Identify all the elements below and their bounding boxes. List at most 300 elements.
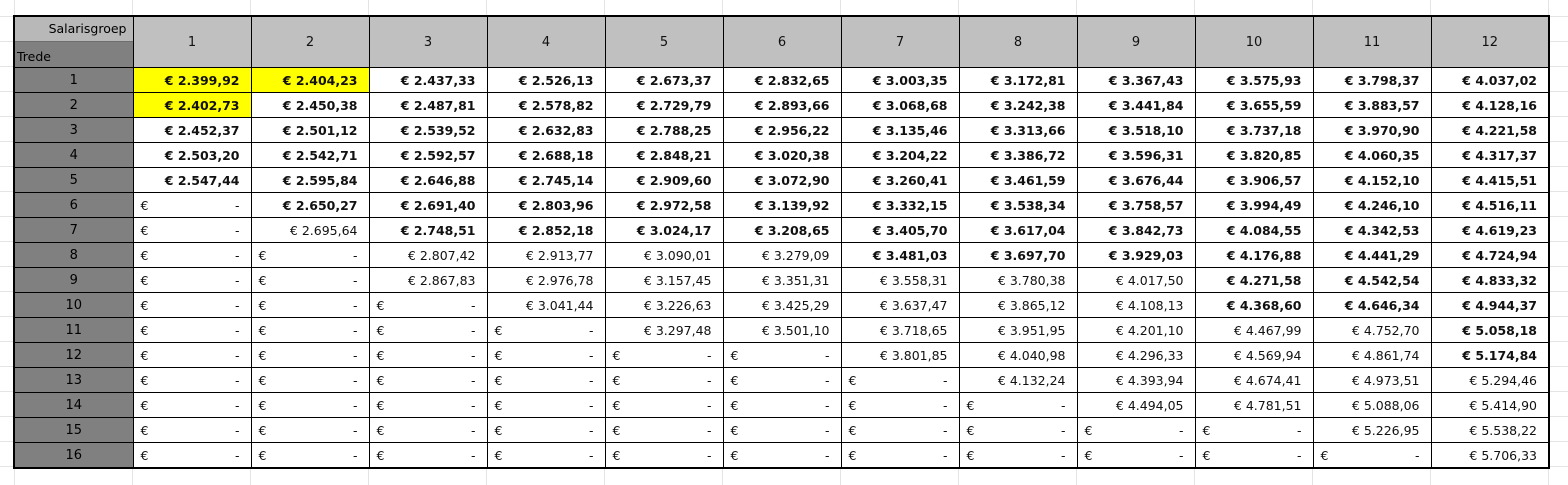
salary-cell[interactable] xyxy=(605,318,723,343)
salary-amount: € 4.317,37 xyxy=(1462,147,1537,163)
empty-salary-cell[interactable] xyxy=(251,243,369,268)
empty-salary-cell[interactable] xyxy=(133,368,251,393)
empty-salary-cell[interactable] xyxy=(487,318,605,343)
trede-cell[interactable]: 1 xyxy=(14,68,133,93)
salary-cell[interactable] xyxy=(369,243,487,268)
salary-cell[interactable] xyxy=(369,218,487,243)
salary-cell[interactable] xyxy=(1431,93,1549,118)
salary-amount: € 4.494,05 xyxy=(1115,397,1184,413)
empty-salary-cell[interactable] xyxy=(723,343,841,368)
empty-salary-cell[interactable] xyxy=(487,393,605,418)
empty-salary-cell[interactable] xyxy=(487,343,605,368)
salary-amount: € 2.526,13 xyxy=(518,72,594,88)
salary-cell[interactable] xyxy=(723,268,841,293)
salary-cell[interactable] xyxy=(1077,368,1195,393)
salary-cell[interactable] xyxy=(1077,243,1195,268)
salary-cell[interactable] xyxy=(1195,318,1313,343)
empty-value xyxy=(842,373,959,388)
salary-cell[interactable] xyxy=(841,118,959,143)
salary-cell[interactable] xyxy=(1313,393,1431,418)
salary-cell[interactable] xyxy=(1431,393,1549,418)
salary-cell[interactable] xyxy=(1431,68,1549,93)
salary-cell[interactable] xyxy=(605,218,723,243)
salary-cell[interactable] xyxy=(487,268,605,293)
empty-salary-cell[interactable] xyxy=(133,293,251,318)
salary-cell[interactable] xyxy=(723,293,841,318)
empty-salary-cell[interactable] xyxy=(133,343,251,368)
empty-value xyxy=(134,423,251,438)
trede-cell[interactable]: 16 xyxy=(14,443,133,469)
salary-cell[interactable] xyxy=(251,218,369,243)
salary-cell[interactable] xyxy=(605,143,723,168)
salary-cell[interactable] xyxy=(959,368,1077,393)
empty-salary-cell[interactable] xyxy=(369,293,487,318)
salary-cell[interactable] xyxy=(959,143,1077,168)
salary-cell[interactable] xyxy=(723,68,841,93)
salary-cell[interactable] xyxy=(1431,318,1549,343)
salary-cell[interactable] xyxy=(1077,293,1195,318)
salary-amount: € 4.861,74 xyxy=(1351,347,1420,363)
table-row xyxy=(14,418,1549,443)
empty-salary-cell[interactable] xyxy=(133,218,251,243)
salary-cell[interactable] xyxy=(1195,93,1313,118)
empty-salary-cell[interactable] xyxy=(723,393,841,418)
salary-cell[interactable] xyxy=(959,218,1077,243)
salary-cell[interactable] xyxy=(1431,268,1549,293)
group-header-cell[interactable]: 2 xyxy=(251,16,369,68)
salary-cell[interactable] xyxy=(1077,393,1195,418)
group-header-cell[interactable]: 12 xyxy=(1431,16,1549,68)
salary-amount: € 2.404,23 xyxy=(282,72,358,88)
salary-cell[interactable] xyxy=(1077,168,1195,193)
salary-cell[interactable] xyxy=(487,93,605,118)
salary-cell[interactable] xyxy=(841,218,959,243)
group-header-cell[interactable]: 8 xyxy=(959,16,1077,68)
salary-amount: € 2.650,27 xyxy=(282,197,358,213)
empty-salary-cell[interactable] xyxy=(841,418,959,443)
empty-salary-cell[interactable] xyxy=(369,393,487,418)
salary-cell[interactable] xyxy=(133,68,251,93)
empty-value xyxy=(252,373,369,388)
table-row xyxy=(14,243,1549,268)
salary-amount: € 3.172,81 xyxy=(990,72,1066,88)
salary-cell[interactable] xyxy=(841,93,959,118)
empty-dash: - xyxy=(1060,447,1066,463)
empty-salary-cell[interactable] xyxy=(369,418,487,443)
empty-salary-cell[interactable] xyxy=(959,443,1077,469)
empty-salary-cell[interactable] xyxy=(605,393,723,418)
salary-cell[interactable] xyxy=(959,68,1077,93)
empty-salary-cell[interactable] xyxy=(841,443,959,469)
table-row xyxy=(14,68,1549,93)
salary-cell[interactable] xyxy=(605,68,723,93)
salary-amount: € 2.646,88 xyxy=(400,172,476,188)
salary-cell[interactable] xyxy=(1195,293,1313,318)
salary-cell[interactable] xyxy=(605,118,723,143)
empty-salary-cell[interactable] xyxy=(251,268,369,293)
empty-salary-cell[interactable] xyxy=(251,293,369,318)
salary-amount: € 4.017,50 xyxy=(1115,272,1184,288)
empty-salary-cell[interactable] xyxy=(133,193,251,218)
salary-cell[interactable] xyxy=(251,143,369,168)
salary-cell[interactable] xyxy=(841,293,959,318)
salary-cell[interactable] xyxy=(1431,443,1549,469)
group-header-cell[interactable]: 5 xyxy=(605,16,723,68)
salary-cell[interactable] xyxy=(1195,118,1313,143)
empty-salary-cell[interactable] xyxy=(1195,443,1313,469)
salary-cell[interactable] xyxy=(369,93,487,118)
empty-salary-cell[interactable] xyxy=(133,318,251,343)
trede-cell[interactable]: 6 xyxy=(14,193,133,218)
salary-cell[interactable] xyxy=(841,68,959,93)
salary-cell[interactable] xyxy=(1195,168,1313,193)
empty-salary-cell[interactable] xyxy=(959,418,1077,443)
salary-amount: € 4.441,29 xyxy=(1344,247,1420,263)
salary-cell[interactable] xyxy=(1313,168,1431,193)
trede-cell[interactable]: 8 xyxy=(14,243,133,268)
empty-salary-cell[interactable] xyxy=(487,418,605,443)
salary-amount: € 4.833,32 xyxy=(1462,272,1537,288)
salary-cell[interactable] xyxy=(487,143,605,168)
salary-cell[interactable] xyxy=(251,118,369,143)
currency-symbol: € xyxy=(140,422,149,438)
salary-amount: € 2.487,81 xyxy=(400,97,476,113)
empty-salary-cell[interactable] xyxy=(369,368,487,393)
salary-amount: € 3.386,72 xyxy=(990,147,1066,163)
salary-cell[interactable] xyxy=(723,143,841,168)
salary-cell[interactable] xyxy=(605,168,723,193)
salary-cell[interactable] xyxy=(487,68,605,93)
salary-cell[interactable] xyxy=(487,118,605,143)
empty-value xyxy=(1078,448,1195,463)
salary-amount: € 3.883,57 xyxy=(1344,97,1420,113)
salary-cell[interactable] xyxy=(959,193,1077,218)
salary-cell[interactable] xyxy=(1431,168,1549,193)
empty-value xyxy=(252,348,369,363)
corner-header-cell[interactable] xyxy=(14,16,133,68)
salary-cell[interactable] xyxy=(1313,93,1431,118)
empty-dash: - xyxy=(824,397,830,413)
group-header-cell[interactable]: 6 xyxy=(723,16,841,68)
salary-amount: € 2.503,20 xyxy=(164,147,240,163)
salary-cell[interactable] xyxy=(251,93,369,118)
empty-salary-cell[interactable] xyxy=(487,368,605,393)
empty-dash: - xyxy=(706,447,712,463)
salary-cell[interactable] xyxy=(1431,243,1549,268)
salary-cell[interactable] xyxy=(723,93,841,118)
empty-salary-cell[interactable] xyxy=(605,368,723,393)
empty-value xyxy=(370,323,487,338)
empty-value xyxy=(842,423,959,438)
empty-value xyxy=(960,398,1077,413)
salary-cell[interactable] xyxy=(1313,368,1431,393)
currency-symbol: € xyxy=(140,272,149,288)
salary-amount: € 3.929,03 xyxy=(1108,247,1184,263)
empty-value xyxy=(724,373,841,388)
salary-cell[interactable] xyxy=(959,293,1077,318)
salary-cell[interactable] xyxy=(605,293,723,318)
empty-dash: - xyxy=(588,322,594,338)
salary-cell[interactable] xyxy=(605,268,723,293)
salary-amount: € 3.501,10 xyxy=(761,322,830,338)
salary-cell[interactable] xyxy=(1195,218,1313,243)
salary-cell[interactable] xyxy=(959,93,1077,118)
salary-cell[interactable] xyxy=(723,218,841,243)
salary-cell[interactable] xyxy=(369,193,487,218)
table-row xyxy=(14,393,1549,418)
salary-amount: € 5.706,33 xyxy=(1469,447,1537,463)
salary-cell[interactable] xyxy=(1077,118,1195,143)
salary-amount: € 3.461,59 xyxy=(990,172,1066,188)
empty-salary-cell[interactable] xyxy=(723,443,841,469)
trede-cell[interactable]: 7 xyxy=(14,218,133,243)
salary-cell[interactable] xyxy=(1195,193,1313,218)
salary-cell[interactable] xyxy=(959,243,1077,268)
salary-amount: € 3.135,46 xyxy=(872,122,948,138)
trede-cell[interactable]: 12 xyxy=(14,343,133,368)
group-header-cell[interactable]: 9 xyxy=(1077,16,1195,68)
salary-cell[interactable] xyxy=(1077,193,1195,218)
empty-salary-cell[interactable] xyxy=(841,393,959,418)
trede-cell[interactable]: 2 xyxy=(14,93,133,118)
empty-salary-cell[interactable] xyxy=(1195,418,1313,443)
salary-cell[interactable] xyxy=(1431,368,1549,393)
group-header-cell[interactable]: 3 xyxy=(369,16,487,68)
empty-value xyxy=(134,348,251,363)
salary-cell[interactable] xyxy=(1431,143,1549,168)
currency-symbol: € xyxy=(376,422,385,438)
empty-value xyxy=(252,423,369,438)
empty-salary-cell[interactable] xyxy=(605,443,723,469)
table-row xyxy=(14,443,1549,469)
salary-cell[interactable] xyxy=(1077,93,1195,118)
salary-amount: € 2.972,58 xyxy=(636,197,712,213)
salary-cell[interactable] xyxy=(841,143,959,168)
empty-salary-cell[interactable] xyxy=(841,368,959,393)
salary-cell[interactable] xyxy=(1431,193,1549,218)
group-header-cell[interactable]: 1 xyxy=(133,16,251,68)
salary-cell[interactable] xyxy=(487,293,605,318)
empty-value xyxy=(1078,423,1195,438)
salary-cell[interactable] xyxy=(1313,118,1431,143)
empty-salary-cell[interactable] xyxy=(1313,443,1431,469)
salary-cell[interactable] xyxy=(133,93,251,118)
salary-amount: € 4.781,51 xyxy=(1233,397,1302,413)
salary-cell[interactable] xyxy=(723,243,841,268)
trede-cell[interactable]: 14 xyxy=(14,393,133,418)
salary-amount: € 3.906,57 xyxy=(1226,172,1302,188)
table-row xyxy=(14,343,1549,368)
salary-cell[interactable] xyxy=(841,268,959,293)
salary-amount: € 3.024,17 xyxy=(636,222,712,238)
salary-amount: € 3.020,38 xyxy=(754,147,830,163)
salary-cell[interactable] xyxy=(1313,418,1431,443)
empty-salary-cell[interactable] xyxy=(251,343,369,368)
empty-salary-cell[interactable] xyxy=(487,443,605,469)
salary-cell[interactable] xyxy=(1195,343,1313,368)
empty-salary-cell[interactable] xyxy=(1077,418,1195,443)
salary-amount: € 4.973,51 xyxy=(1351,372,1420,388)
empty-dash: - xyxy=(470,347,476,363)
salary-cell[interactable] xyxy=(959,118,1077,143)
salary-cell[interactable] xyxy=(487,168,605,193)
salary-cell[interactable] xyxy=(251,68,369,93)
trede-cell[interactable]: 10 xyxy=(14,293,133,318)
salary-cell[interactable] xyxy=(1077,68,1195,93)
salary-cell[interactable] xyxy=(1313,243,1431,268)
empty-salary-cell[interactable] xyxy=(251,318,369,343)
salary-cell[interactable] xyxy=(959,168,1077,193)
salary-cell[interactable] xyxy=(723,118,841,143)
salary-amount: € 4.415,51 xyxy=(1462,172,1537,188)
salary-cell[interactable] xyxy=(487,193,605,218)
salary-cell[interactable] xyxy=(369,68,487,93)
empty-salary-cell[interactable] xyxy=(369,318,487,343)
empty-dash: - xyxy=(352,447,358,463)
empty-salary-cell[interactable] xyxy=(605,343,723,368)
currency-symbol: € xyxy=(140,322,149,338)
salary-cell[interactable] xyxy=(369,168,487,193)
empty-salary-cell[interactable] xyxy=(133,443,251,469)
salary-cell[interactable] xyxy=(251,193,369,218)
trede-cell[interactable]: 4 xyxy=(14,143,133,168)
empty-salary-cell[interactable] xyxy=(1077,443,1195,469)
salary-amount: € 3.441,84 xyxy=(1108,97,1184,113)
salary-cell[interactable] xyxy=(605,243,723,268)
salary-cell[interactable] xyxy=(1195,268,1313,293)
salary-amount: € 2.893,66 xyxy=(754,97,830,113)
salary-cell[interactable] xyxy=(369,143,487,168)
salary-amount: € 2.547,44 xyxy=(164,172,240,188)
empty-salary-cell[interactable] xyxy=(251,368,369,393)
currency-symbol: € xyxy=(848,372,857,388)
salary-cell[interactable] xyxy=(1313,293,1431,318)
salary-cell[interactable] xyxy=(841,243,959,268)
empty-dash: - xyxy=(1060,397,1066,413)
salary-cell[interactable] xyxy=(1431,343,1549,368)
trede-cell[interactable]: 13 xyxy=(14,368,133,393)
salary-cell[interactable] xyxy=(1077,218,1195,243)
salary-cell[interactable] xyxy=(1195,243,1313,268)
salary-amount: € 4.037,02 xyxy=(1462,72,1537,88)
salary-amount: € 3.798,37 xyxy=(1344,72,1420,88)
salary-cell[interactable] xyxy=(1313,268,1431,293)
salary-amount: € 4.084,55 xyxy=(1226,222,1302,238)
salary-cell[interactable] xyxy=(1077,343,1195,368)
trede-cell[interactable]: 15 xyxy=(14,418,133,443)
empty-salary-cell[interactable] xyxy=(251,443,369,469)
group-header-cell[interactable]: 7 xyxy=(841,16,959,68)
currency-symbol: € xyxy=(494,372,503,388)
trede-cell[interactable]: 3 xyxy=(14,118,133,143)
salary-amount: € 2.956,22 xyxy=(754,122,830,138)
empty-salary-cell[interactable] xyxy=(133,393,251,418)
empty-dash: - xyxy=(234,197,240,213)
salary-cell[interactable] xyxy=(1077,143,1195,168)
salary-cell[interactable] xyxy=(1313,218,1431,243)
salary-cell[interactable] xyxy=(605,193,723,218)
salary-cell[interactable] xyxy=(1313,343,1431,368)
salary-cell[interactable] xyxy=(369,268,487,293)
salary-cell[interactable] xyxy=(841,343,959,368)
trede-cell[interactable]: 5 xyxy=(14,168,133,193)
salary-cell[interactable] xyxy=(1431,293,1549,318)
empty-value xyxy=(370,448,487,463)
empty-dash: - xyxy=(234,247,240,263)
salary-cell[interactable] xyxy=(959,318,1077,343)
salary-amount: € 4.542,54 xyxy=(1344,272,1420,288)
empty-salary-cell[interactable] xyxy=(133,268,251,293)
salary-cell[interactable] xyxy=(1313,143,1431,168)
group-header-cell[interactable]: 10 xyxy=(1195,16,1313,68)
group-header-cell[interactable]: 4 xyxy=(487,16,605,68)
empty-salary-cell[interactable] xyxy=(605,418,723,443)
salary-cell[interactable] xyxy=(133,143,251,168)
salary-cell[interactable] xyxy=(1077,318,1195,343)
salary-cell[interactable] xyxy=(1431,118,1549,143)
empty-dash: - xyxy=(470,422,476,438)
empty-salary-cell[interactable] xyxy=(251,418,369,443)
group-header-cell[interactable]: 11 xyxy=(1313,16,1431,68)
salary-cell[interactable] xyxy=(133,168,251,193)
empty-salary-cell[interactable] xyxy=(369,443,487,469)
salary-cell[interactable] xyxy=(723,168,841,193)
trede-cell[interactable]: 9 xyxy=(14,268,133,293)
trede-cell[interactable]: 11 xyxy=(14,318,133,343)
empty-salary-cell[interactable] xyxy=(251,393,369,418)
empty-salary-cell[interactable] xyxy=(133,243,251,268)
salary-cell[interactable] xyxy=(1077,268,1195,293)
salary-amount: € 2.913,77 xyxy=(525,247,594,263)
salary-cell[interactable] xyxy=(841,193,959,218)
currency-symbol: € xyxy=(1320,447,1329,463)
salary-cell[interactable] xyxy=(841,168,959,193)
salary-cell[interactable] xyxy=(723,193,841,218)
salary-cell[interactable] xyxy=(251,168,369,193)
salary-cell[interactable] xyxy=(841,318,959,343)
salary-cell[interactable] xyxy=(1313,318,1431,343)
empty-salary-cell[interactable] xyxy=(723,368,841,393)
salary-cell[interactable] xyxy=(487,218,605,243)
salary-amount: € 2.852,18 xyxy=(518,222,594,238)
empty-salary-cell[interactable] xyxy=(369,343,487,368)
empty-dash: - xyxy=(352,397,358,413)
empty-salary-cell[interactable] xyxy=(959,393,1077,418)
table-row xyxy=(14,318,1549,343)
salary-cell[interactable] xyxy=(959,343,1077,368)
salary-cell[interactable] xyxy=(1431,218,1549,243)
empty-dash: - xyxy=(706,372,712,388)
empty-salary-cell[interactable] xyxy=(723,418,841,443)
salary-cell[interactable] xyxy=(133,118,251,143)
salary-cell[interactable] xyxy=(1313,68,1431,93)
salary-cell[interactable] xyxy=(487,243,605,268)
salary-cell[interactable] xyxy=(959,268,1077,293)
salary-cell[interactable] xyxy=(1195,393,1313,418)
salary-amount: € 4.368,60 xyxy=(1226,297,1302,313)
salary-cell[interactable] xyxy=(723,318,841,343)
salary-cell[interactable] xyxy=(1195,68,1313,93)
empty-value xyxy=(606,348,723,363)
salary-cell[interactable] xyxy=(1431,418,1549,443)
empty-salary-cell[interactable] xyxy=(133,418,251,443)
salary-cell[interactable] xyxy=(1195,143,1313,168)
salary-amount: € 3.758,57 xyxy=(1108,197,1184,213)
salary-cell[interactable] xyxy=(1195,368,1313,393)
salary-cell[interactable] xyxy=(369,118,487,143)
salary-cell[interactable] xyxy=(1313,193,1431,218)
salary-cell[interactable] xyxy=(605,93,723,118)
